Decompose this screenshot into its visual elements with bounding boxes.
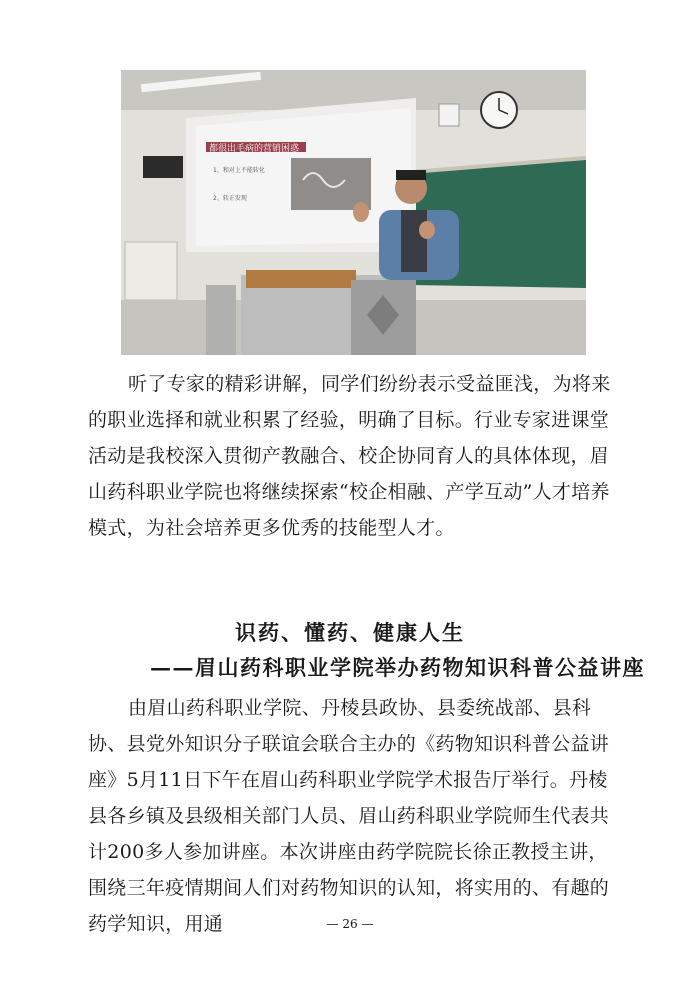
paragraph-2 (88, 690, 618, 942)
slide-title: 都很出毛病的营销困惑 (209, 144, 300, 154)
paragraph-1 (88, 366, 618, 546)
paragraph-2-text: 由眉山药科职业学院、丹棱县政协、县委统战部、县科协、县党外知识分子联谊会联合主办的《药物知识科普公益讲座》5月11日下午在眉山药科职业学院学术报告厅举行。丹棱县各乡镇及县级相关部门人员、眉山药科职业学院师生代表共计200多人参加讲座。本次讲座由药学院院长徐正教授主讲，围绕三年疫情期间人们对药物知识的认知，将实用的、有趣的药学知识，用通 (88, 697, 610, 935)
section-subtitle: ——眉山药科职业学院举办药物知识科普公益讲座 (150, 655, 645, 680)
page-number: — 26 — (326, 917, 374, 931)
paragraph-1-text: 听了专家的精彩讲解，同学们纷纷表示受益匪浅，为将来的职业选择和就业积累了经验，明确了目标。行业专家进课堂活动是我校深入贯彻产教融合、校企协同育人的具体体现，眉山药科职业学院也将继续探索“校企相融、产学互动”人才培养模式，为社会培养更多优秀的技能型人才。 (88, 373, 611, 539)
slide-item: 1、和对上不能转化 (213, 167, 265, 174)
slide-item: 2、转正发现 (213, 195, 247, 202)
section-title: 识药、懂药、健康人生 (235, 620, 465, 645)
lecture-photo (121, 70, 586, 355)
